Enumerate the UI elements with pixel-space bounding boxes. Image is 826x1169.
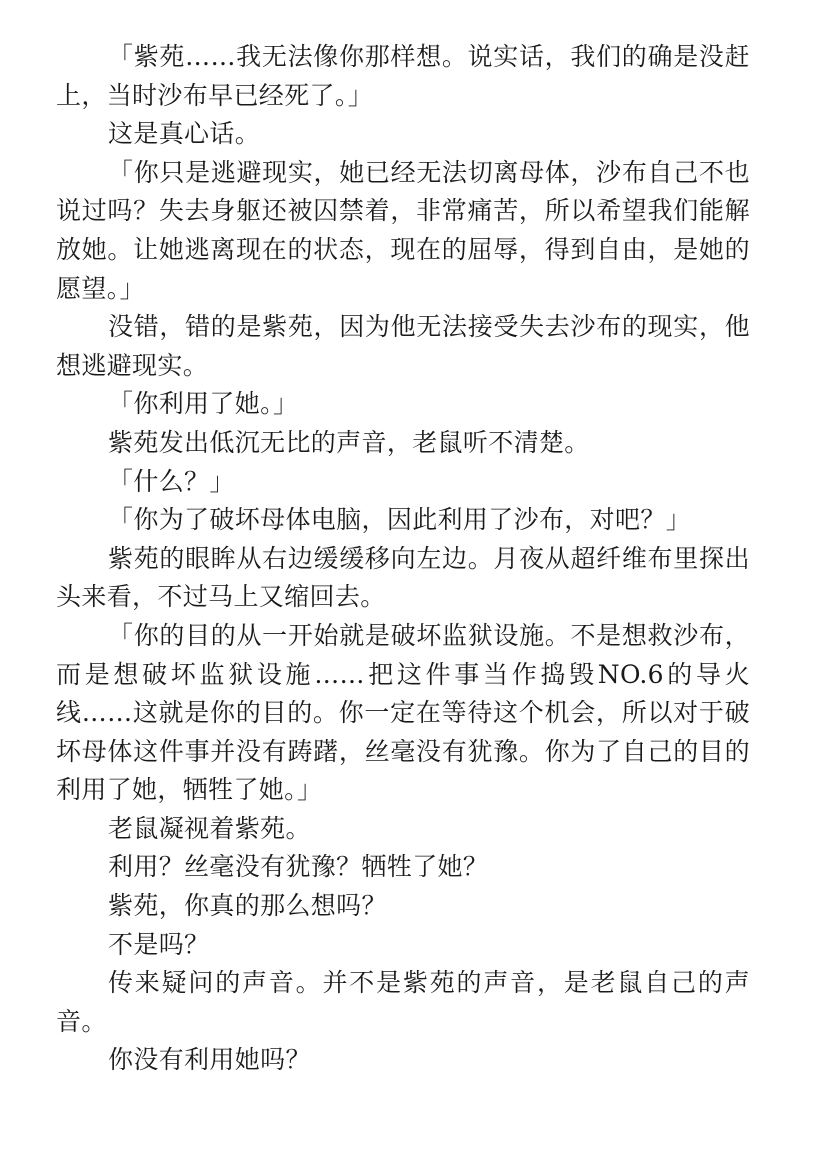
page-text (56, 38, 750, 1080)
paragraph: 「紫苑……我无法像你那样想。说实话，我们的确是没赶上，当时沙布早已经死了。」 (56, 42, 750, 110)
paragraph: 紫苑的眼眸从右边缓缓移向左边。月夜从超纤维布里探出头来看，不过马上又缩回去。 (56, 543, 750, 612)
paragraph: 「你的目的从一开始就是破坏监狱设施。不是想救沙布，而是想破坏监狱设施……把这件事当作捣毁NO.6的导火线……这就是你的目的。你一定在等待这个机会，所以对于破坏母体这件事并没有踌躇，丝毫没有犹豫。你为了自己的目的利用了她，牺牲了她。」 (56, 620, 750, 805)
paragraph: 「你只是逃避现实，她已经无法切离母体，沙布自己不也说过吗？失去身躯还被囚禁着，非常痛苦，所以希望我们能解放她。让她逃离现在的状态，现在的屈辱，得到自由，是她的愿望。」 (56, 157, 750, 303)
paragraph: 没错，错的是紫苑，因为他无法接受失去沙布的现实，他想逃避现实。 (56, 312, 750, 380)
paragraph: 「你为了破坏母体电脑，因此利用了沙布，对吧？」 (108, 505, 692, 535)
paragraph: 利用？丝毫没有犹豫？牺牲了她？ (108, 852, 489, 882)
paragraph: 你没有利用她吗？ (108, 1045, 311, 1075)
paragraph: 不是吗？ (108, 929, 210, 959)
paragraph: 「你利用了她。」 (108, 389, 299, 419)
paragraph: 传来疑问的声音。并不是紫苑的声音，是老鼠自己的声音。 (56, 968, 750, 1036)
paragraph: 这是真心话。 (108, 119, 261, 149)
paragraph: 「什么？」 (108, 466, 235, 496)
paragraph: 老鼠凝视着紫苑。 (108, 813, 311, 843)
paragraph: 紫苑，你真的那么想吗？ (108, 891, 387, 921)
paragraph: 紫苑发出低沉无比的声音，老鼠听不清楚。 (108, 427, 590, 457)
